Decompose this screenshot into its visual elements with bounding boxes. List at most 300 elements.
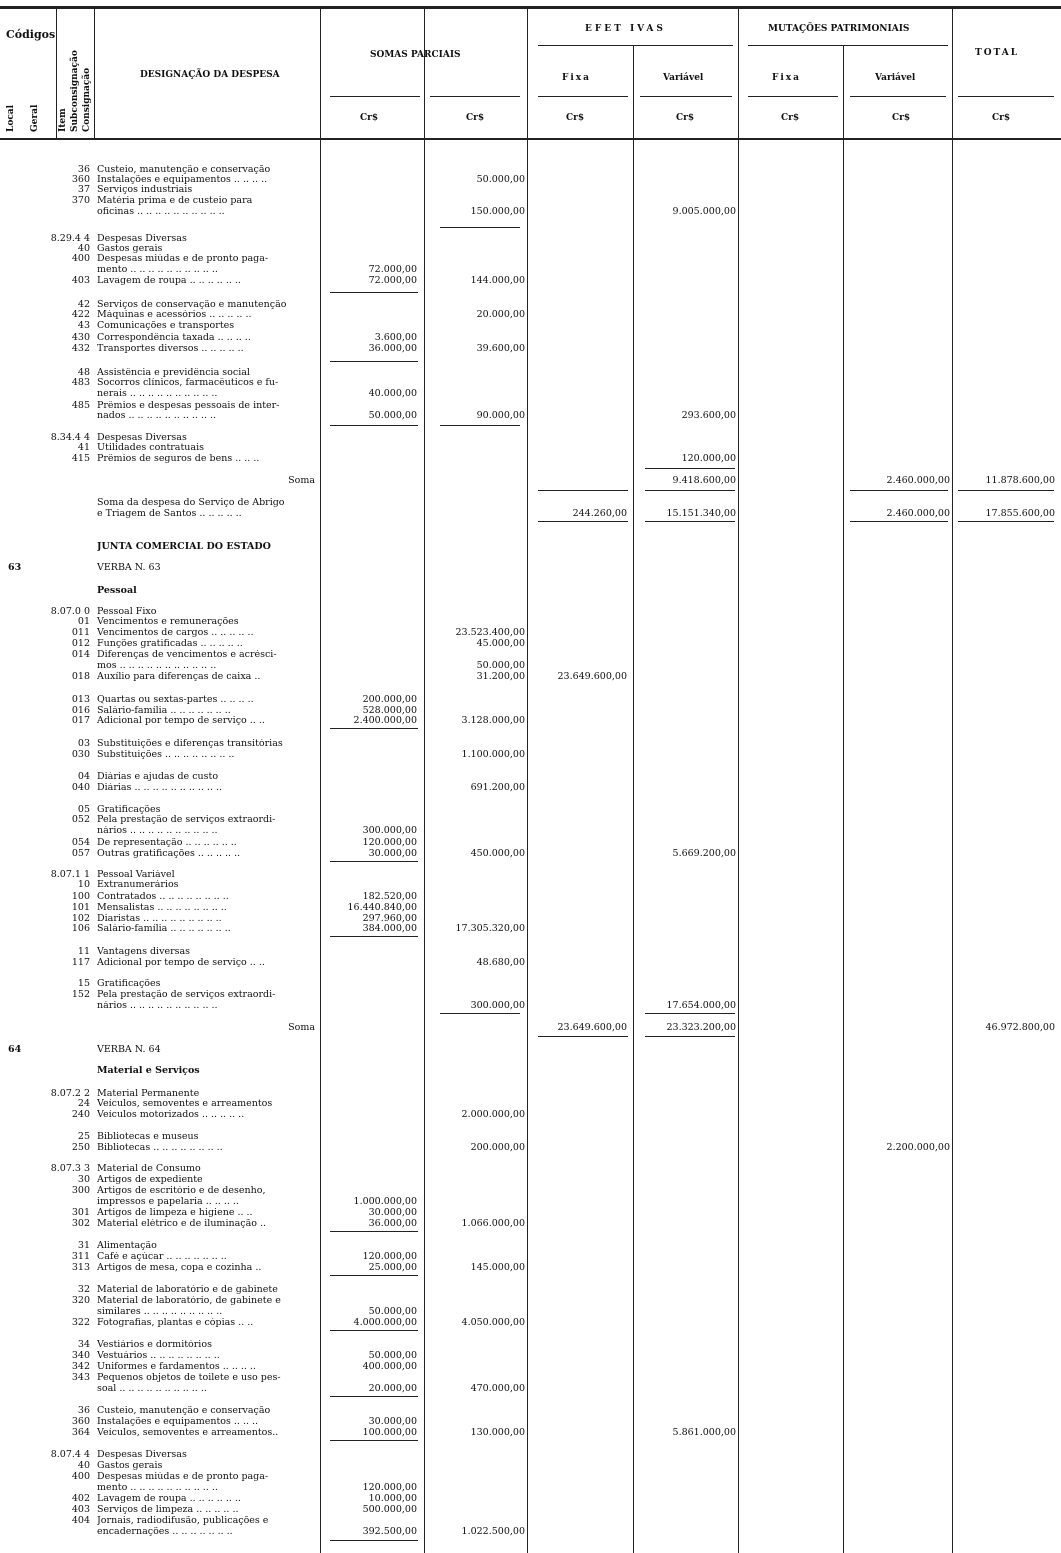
- row-code: 040: [71, 782, 90, 793]
- value-mutacoes-variavel: 2.200.000,00: [886, 1142, 950, 1153]
- table-row: [0, 1340, 1061, 1350]
- table-row: [0, 1197, 1061, 1207]
- row-description: Pessoal: [97, 586, 137, 596]
- value-somas-parciais-2: 300.000,00: [470, 1000, 525, 1011]
- row-description: Serviços de limpeza .. .. .. .. ..: [97, 1505, 239, 1515]
- row-description: Lavagem de roupa .. .. .. .. .. ..: [97, 1494, 241, 1504]
- value-somas-parciais-2: 48.680,00: [476, 957, 525, 968]
- subtotal-rule: [440, 1013, 520, 1014]
- table-row: [0, 1164, 1061, 1174]
- value-efetivas-variavel: 5.861.000,00: [672, 1427, 736, 1438]
- table-row: [0, 903, 1061, 913]
- row-description: Diárias e ajudas de custo: [97, 772, 219, 782]
- row-description: Soma: [288, 476, 315, 486]
- row-description: Soma: [288, 1023, 315, 1033]
- table-row: [0, 958, 1061, 968]
- row-description: Auxílio para diferenças de caixa ..: [97, 672, 261, 682]
- value-efetivas-variavel: 15.151.340,00: [666, 508, 736, 519]
- row-code: 052: [71, 814, 90, 825]
- table-row: [0, 1318, 1061, 1328]
- row-code: 030: [71, 749, 90, 760]
- currency-col-6: Cr$: [892, 113, 911, 123]
- table-row: [0, 378, 1061, 388]
- table-row: [0, 1045, 1061, 1055]
- table-row: [0, 254, 1061, 264]
- row-code: 8.34.4 4: [50, 432, 90, 443]
- row-description: Bibliotecas .. .. .. .. .. .. .. ..: [97, 1143, 223, 1153]
- row-code: 32: [77, 1284, 90, 1295]
- row-description: Pessoal Fixo: [97, 607, 157, 617]
- row-description: Veículos motorizados .. .. .. .. ..: [97, 1110, 245, 1120]
- header-fixa-mut: Fixa: [772, 73, 802, 83]
- row-code: 432: [71, 343, 90, 354]
- value-total: 46.972.800,00: [985, 1022, 1055, 1033]
- row-code: 34: [77, 1339, 90, 1350]
- row-description: Salário-família .. .. .. .. .. .. ..: [97, 924, 231, 934]
- value-somas-parciais-1: 36.000,00: [368, 343, 417, 354]
- row-description: Correspondência taxada .. .. .. ..: [97, 333, 251, 343]
- table-row: [0, 607, 1061, 617]
- table-row: [0, 1263, 1061, 1273]
- row-code: 05: [77, 804, 90, 815]
- value-somas-parciais-1: 72.000,00: [368, 275, 417, 286]
- header-somas-parciais: SOMAS PARCIAIS: [370, 50, 461, 60]
- table-row: [0, 368, 1061, 378]
- value-somas-parciais-2: 1.022.500,00: [461, 1526, 525, 1537]
- row-description: oficinas .. .. .. .. .. .. .. .. .. ..: [97, 207, 225, 217]
- table-row: [0, 1066, 1061, 1076]
- row-code: 40: [77, 243, 90, 254]
- table-row: [0, 979, 1061, 989]
- row-description: impressos e papelaria .. .. .. ..: [97, 1197, 239, 1207]
- subtotal-rule: [330, 361, 418, 362]
- value-somas-parciais-1: 500.000,00: [362, 1504, 417, 1515]
- row-description: Despesas Diversas: [97, 433, 187, 443]
- value-somas-parciais-2: 50.000,00: [476, 660, 525, 671]
- table-row: [0, 454, 1061, 464]
- row-description: VERBA N. 64: [97, 1045, 161, 1055]
- row-description: Gastos gerais: [97, 1461, 163, 1471]
- subtotal-rule: [645, 1036, 735, 1037]
- row-description: Material Permanente: [97, 1089, 200, 1099]
- subtotal-rule: [330, 728, 418, 729]
- subtotal-rule: [440, 425, 520, 426]
- row-code: 8.07.3 3: [50, 1163, 90, 1174]
- row-code: 03: [77, 738, 90, 749]
- row-description: Matéria prima e de custeio para: [97, 196, 253, 206]
- row-description: Serviços de conservação e manutenção: [97, 300, 287, 310]
- value-somas-parciais-1: 182.520,00: [362, 891, 417, 902]
- subtotal-rule: [330, 936, 418, 937]
- table-row: [0, 1023, 1061, 1033]
- row-code: 42: [77, 299, 90, 310]
- row-description: Instalações e equipamentos .. .. ..: [97, 1417, 259, 1427]
- value-total: 17.855.600,00: [985, 508, 1055, 519]
- row-code: 04: [77, 771, 90, 782]
- row-code: 017: [71, 715, 90, 726]
- value-total: 11.878.600,00: [985, 475, 1055, 486]
- value-somas-parciais-1: 400.000,00: [362, 1361, 417, 1372]
- value-efetivas-variavel: 9.418.600,00: [672, 475, 736, 486]
- row-code: 018: [71, 671, 90, 682]
- value-somas-parciais-2: 31.200,00: [476, 671, 525, 682]
- row-description: Vencimentos de cargos .. .. .. .. ..: [97, 628, 254, 638]
- row-code: 8.07.2 2: [50, 1088, 90, 1099]
- row-description: Gastos gerais: [97, 244, 163, 254]
- row-description: De representação .. .. .. .. .. ..: [97, 838, 237, 848]
- header-local: Local: [6, 104, 16, 132]
- row-description: Material elétrico e de iluminação ..: [97, 1219, 267, 1229]
- row-description: mento .. .. .. .. .. .. .. .. .. ..: [97, 265, 218, 275]
- subhdr-rule-1: [538, 96, 628, 97]
- subtotal-rule: [538, 521, 628, 522]
- row-description: Veículos, semoventes e arreamentos..: [97, 1428, 279, 1438]
- table-row: [0, 924, 1061, 934]
- row-code: 63: [8, 562, 22, 573]
- value-efetivas-variavel: 293.600,00: [681, 410, 736, 421]
- table-row: [0, 661, 1061, 671]
- row-description: Funções gratificadas .. .. .. .. ..: [97, 639, 243, 649]
- value-somas-parciais-2: 130.000,00: [470, 1427, 525, 1438]
- row-description: Despesas Diversas: [97, 1450, 187, 1460]
- row-description: nados .. .. .. .. .. .. .. .. .. ..: [97, 411, 217, 421]
- row-code: 43: [77, 320, 90, 331]
- value-efetivas-fixa: 23.649.600,00: [557, 1022, 627, 1033]
- row-description: Pessoal Variável: [97, 870, 175, 880]
- subtotal-rule: [440, 227, 520, 228]
- table-row: [0, 1428, 1061, 1438]
- row-description: Adicional por tempo de serviço .. ..: [97, 716, 265, 726]
- value-efetivas-variavel: 5.669.200,00: [672, 848, 736, 859]
- row-code: 01: [77, 616, 90, 627]
- row-description: Vestiários e dormitórios: [97, 1340, 212, 1350]
- value-somas-parciais-1: 1.000.000,00: [353, 1196, 417, 1207]
- row-description: Utilidades contratuais: [97, 443, 204, 453]
- table-row: [0, 838, 1061, 848]
- table-row: [0, 880, 1061, 890]
- row-code: 403: [71, 1504, 90, 1515]
- table-row: [0, 914, 1061, 924]
- table-row: [0, 650, 1061, 660]
- row-description: Despesas miúdas e de pronto paga-: [97, 254, 269, 264]
- value-somas-parciais-1: 16.440.840,00: [347, 902, 417, 913]
- row-code: 313: [71, 1262, 90, 1273]
- table-row: [0, 542, 1061, 552]
- table-row: [0, 990, 1061, 1000]
- value-somas-parciais-1: 30.000,00: [368, 1207, 417, 1218]
- row-code: 422: [71, 309, 90, 320]
- row-code: 300: [71, 1185, 90, 1196]
- table-row: [0, 783, 1061, 793]
- value-somas-parciais-2: 4.050.000,00: [461, 1317, 525, 1328]
- row-code: 322: [71, 1317, 90, 1328]
- subtotal-rule: [330, 861, 418, 862]
- row-code: 320: [71, 1295, 90, 1306]
- row-code: 37: [77, 184, 90, 195]
- subtotal-rule: [850, 521, 948, 522]
- row-code: 415: [71, 453, 90, 464]
- row-description: mos .. .. .. .. .. .. .. .. .. .. ..: [97, 661, 217, 671]
- table-row: [0, 234, 1061, 244]
- header-mutacoes: MUTAÇÕES PATRIMONIAIS: [768, 24, 910, 34]
- row-description: Diárias .. .. .. .. .. .. .. .. .. ..: [97, 783, 223, 793]
- value-somas-parciais-2: 691.200,00: [470, 782, 525, 793]
- value-somas-parciais-2: 17.305.320,00: [455, 923, 525, 934]
- value-somas-parciais-1: 50.000,00: [368, 1306, 417, 1317]
- table-row: [0, 389, 1061, 399]
- row-description: Material de laboratório, de gabinete e: [97, 1296, 281, 1306]
- row-code: 240: [71, 1109, 90, 1120]
- row-code: 102: [71, 913, 90, 924]
- value-somas-parciais-1: 30.000,00: [368, 1416, 417, 1427]
- table-row: [0, 628, 1061, 638]
- row-description: Artigos de limpeza e higiene .. ..: [97, 1208, 253, 1218]
- table-row: [0, 639, 1061, 649]
- row-description: Substituições e diferenças transitórias: [97, 739, 283, 749]
- table-row: [0, 344, 1061, 354]
- subhdr-rule-2: [640, 96, 732, 97]
- row-description: Artigos de expediente: [97, 1175, 203, 1185]
- value-somas-parciais-1: 25.000,00: [368, 1262, 417, 1273]
- row-description: Custeio, manutenção e conservação: [97, 165, 271, 175]
- value-somas-parciais-2: 45.000,00: [476, 638, 525, 649]
- table-row: [0, 1505, 1061, 1515]
- table-row: [0, 772, 1061, 782]
- subtotal-rule: [330, 1231, 418, 1232]
- value-somas-parciais-1: 100.000,00: [362, 1427, 417, 1438]
- top-border: [0, 6, 1061, 9]
- row-description: Material e Serviços: [97, 1066, 200, 1076]
- row-description: Pela prestação de serviços extraordi-: [97, 815, 276, 825]
- col-line-desc-left: [94, 9, 95, 139]
- table-row: [0, 1373, 1061, 1383]
- table-row: [0, 310, 1061, 320]
- table-row: [0, 1362, 1061, 1372]
- row-description: JUNTA COMERCIAL DO ESTADO: [97, 542, 271, 552]
- row-code: 011: [71, 627, 90, 638]
- row-description: nerais .. .. .. .. .. .. .. .. .. ..: [97, 389, 218, 399]
- value-efetivas-fixa: 23.649.600,00: [557, 671, 627, 682]
- value-somas-parciais-1: 72.000,00: [368, 264, 417, 275]
- value-mutacoes-variavel: 2.460.000,00: [886, 508, 950, 519]
- col-line-codes: [56, 9, 57, 139]
- row-code: 117: [71, 957, 90, 968]
- subhdr-rule-5: [958, 96, 1054, 97]
- table-row: [0, 443, 1061, 453]
- row-description: Vencimentos e remunerações: [97, 617, 239, 627]
- header-designacao: DESIGNAÇÃO DA DESPESA: [140, 70, 280, 80]
- value-efetivas-variavel: 23.323.200,00: [666, 1022, 736, 1033]
- table-row: [0, 411, 1061, 421]
- subtotal-rule: [958, 490, 1054, 491]
- subtotal-rule: [330, 1440, 418, 1441]
- row-code: 36: [77, 164, 90, 175]
- row-code: 311: [71, 1251, 90, 1262]
- table-row: [0, 1296, 1061, 1306]
- value-somas-parciais-2: 450.000,00: [470, 848, 525, 859]
- table-row: [0, 433, 1061, 443]
- somas-underline: [330, 96, 420, 97]
- currency-col-3: Cr$: [566, 113, 585, 123]
- row-code: 343: [71, 1372, 90, 1383]
- table-row: [0, 1384, 1061, 1394]
- row-description: Diaristas .. .. .. .. .. .. .. .. ..: [97, 914, 222, 924]
- value-efetivas-fixa: 244.260,00: [572, 508, 627, 519]
- value-somas-parciais-2: 2.000.000,00: [461, 1109, 525, 1120]
- subhdr-rule-4: [850, 96, 946, 97]
- subtotal-rule: [538, 1036, 628, 1037]
- table-row: [0, 706, 1061, 716]
- row-description: Instalações e equipamentos .. .. .. ..: [97, 175, 268, 185]
- value-efetivas-variavel: 120.000,00: [681, 453, 736, 464]
- table-row: [0, 947, 1061, 957]
- table-row: [0, 498, 1061, 508]
- row-description: mento .. .. .. .. .. .. .. .. .. ..: [97, 1483, 218, 1493]
- table-row: [0, 870, 1061, 880]
- row-code: 10: [77, 879, 90, 890]
- table-row: [0, 1110, 1061, 1120]
- row-code: 430: [71, 332, 90, 343]
- row-description: Bibliotecas e museus: [97, 1132, 199, 1142]
- row-description: Outras gratificações .. .. .. .. ..: [97, 849, 241, 859]
- table-row: [0, 1527, 1061, 1537]
- subtotal-rule: [645, 521, 735, 522]
- table-row: [0, 1132, 1061, 1142]
- table-row: [0, 1351, 1061, 1361]
- table-row: [0, 509, 1061, 519]
- value-somas-parciais-1: 120.000,00: [362, 1482, 417, 1493]
- value-somas-parciais-1: 50.000,00: [368, 410, 417, 421]
- table-row: [0, 1450, 1061, 1460]
- row-description: Uniformes e fardamentos .. .. .. ..: [97, 1362, 256, 1372]
- value-somas-parciais-2: 20.000,00: [476, 309, 525, 320]
- table-row: [0, 1461, 1061, 1471]
- table-row: [0, 849, 1061, 859]
- subtotal-rule: [958, 521, 1054, 522]
- table-row: [0, 1143, 1061, 1153]
- header-efetivas: EFET IVAS: [585, 24, 666, 34]
- header-variavel-mut: Variável: [875, 73, 916, 83]
- value-somas-parciais-1: 20.000,00: [368, 1383, 417, 1394]
- row-description: Serviços industriais: [97, 185, 193, 195]
- row-description: Quartas ou sextas-partes .. .. .. ..: [97, 695, 254, 705]
- value-somas-parciais-1: 384.000,00: [362, 923, 417, 934]
- header-bottom-rule: [0, 138, 1061, 140]
- subtotal-rule: [330, 1540, 418, 1541]
- row-description: Material de laboratório e de gabinete: [97, 1285, 278, 1295]
- table-row: [0, 672, 1061, 682]
- row-description: Alimentação: [97, 1241, 157, 1251]
- table-row: [0, 265, 1061, 275]
- row-description: Salário-família .. .. .. .. .. .. ..: [97, 706, 231, 716]
- row-description: Gratificações: [97, 805, 161, 815]
- table-row: [0, 333, 1061, 343]
- currency-col-4: Cr$: [676, 113, 695, 123]
- row-code: 403: [71, 275, 90, 286]
- table-row: [0, 750, 1061, 760]
- table-row: [0, 617, 1061, 627]
- row-code: 012: [71, 638, 90, 649]
- row-description: Socorros clínicos, farmacêuticos e fu-: [97, 378, 279, 388]
- subtotal-rule: [538, 490, 628, 491]
- table-row: [0, 1175, 1061, 1185]
- subtotal-rule: [850, 490, 948, 491]
- row-code: 11: [77, 946, 90, 957]
- row-code: 25: [77, 1131, 90, 1142]
- value-somas-parciais-2: 1.066.000,00: [461, 1218, 525, 1229]
- value-somas-parciais-2: 144.000,00: [470, 275, 525, 286]
- table-row: [0, 826, 1061, 836]
- subtotal-rule: [645, 1013, 735, 1014]
- row-description: Despesas miúdas e de pronto paga-: [97, 1472, 269, 1482]
- row-description: soal .. .. .. .. .. .. .. .. .. ..: [97, 1384, 207, 1394]
- somas-underline-2: [430, 96, 520, 97]
- row-description: Café e açúcar .. .. .. .. .. .. ..: [97, 1252, 227, 1262]
- value-somas-parciais-1: 10.000,00: [368, 1493, 417, 1504]
- row-description: Assistência e previdência social: [97, 368, 250, 378]
- header-item: Item: [58, 108, 68, 132]
- header-geral: Geral: [30, 104, 40, 132]
- row-code: 485: [71, 400, 90, 411]
- header-total: TOTAL: [975, 48, 1020, 58]
- table-row: [0, 892, 1061, 902]
- row-description: Lavagem de roupa .. .. .. .. .. ..: [97, 276, 241, 286]
- mutacoes-rule: [748, 45, 948, 46]
- value-somas-parciais-1: 200.000,00: [362, 694, 417, 705]
- table-row: [0, 695, 1061, 705]
- row-code: 370: [71, 195, 90, 206]
- row-code: 15: [77, 978, 90, 989]
- value-somas-parciais-2: 150.000,00: [470, 206, 525, 217]
- row-description: Adicional por tempo de serviço .. ..: [97, 958, 265, 968]
- subtotal-rule: [330, 1330, 418, 1331]
- value-somas-parciais-1: 528.000,00: [362, 705, 417, 716]
- row-description: Prêmios e despesas pessoais de inter-: [97, 401, 280, 411]
- table-row: [0, 244, 1061, 254]
- header-variavel: Variável: [663, 73, 704, 83]
- table-row: [0, 1406, 1061, 1416]
- table-row: [0, 300, 1061, 310]
- table-row: [0, 207, 1061, 217]
- row-description: Custeio, manutenção e conservação: [97, 1406, 271, 1416]
- subtotal-rule: [330, 425, 418, 426]
- row-code: 152: [71, 989, 90, 1000]
- row-code: 48: [77, 367, 90, 378]
- row-code: 301: [71, 1207, 90, 1218]
- value-efetivas-variavel: 17.654.000,00: [666, 1000, 736, 1011]
- value-somas-parciais-2: 1.100.000,00: [461, 749, 525, 760]
- row-description: Diferenças de vencimentos e acrésci-: [97, 650, 277, 660]
- subtotal-rule: [645, 468, 735, 469]
- table-row: [0, 1252, 1061, 1262]
- subhdr-rule-3: [748, 96, 838, 97]
- row-description: Artigos de escritório e de desenho,: [97, 1186, 266, 1196]
- row-code: 8.07.0 0: [50, 606, 90, 617]
- value-somas-parciais-2: 50.000,00: [476, 174, 525, 185]
- subtotal-rule: [645, 490, 735, 491]
- table-row: [0, 1241, 1061, 1251]
- row-description: Soma da despesa do Serviço de Abrigo: [97, 498, 285, 508]
- currency-col-1: Cr$: [360, 113, 379, 123]
- table-row: [0, 1186, 1061, 1196]
- subtotal-rule: [330, 292, 418, 293]
- value-somas-parciais-1: 120.000,00: [362, 1251, 417, 1262]
- value-somas-parciais-2: 23.523.400,00: [455, 627, 525, 638]
- value-mutacoes-variavel: 2.460.000,00: [886, 475, 950, 486]
- row-description: Vestuários .. .. .. .. .. .. .. ..: [97, 1351, 220, 1361]
- row-description: Mensalistas .. .. .. .. .. .. .. ..: [97, 903, 227, 913]
- row-code: 36: [77, 1405, 90, 1416]
